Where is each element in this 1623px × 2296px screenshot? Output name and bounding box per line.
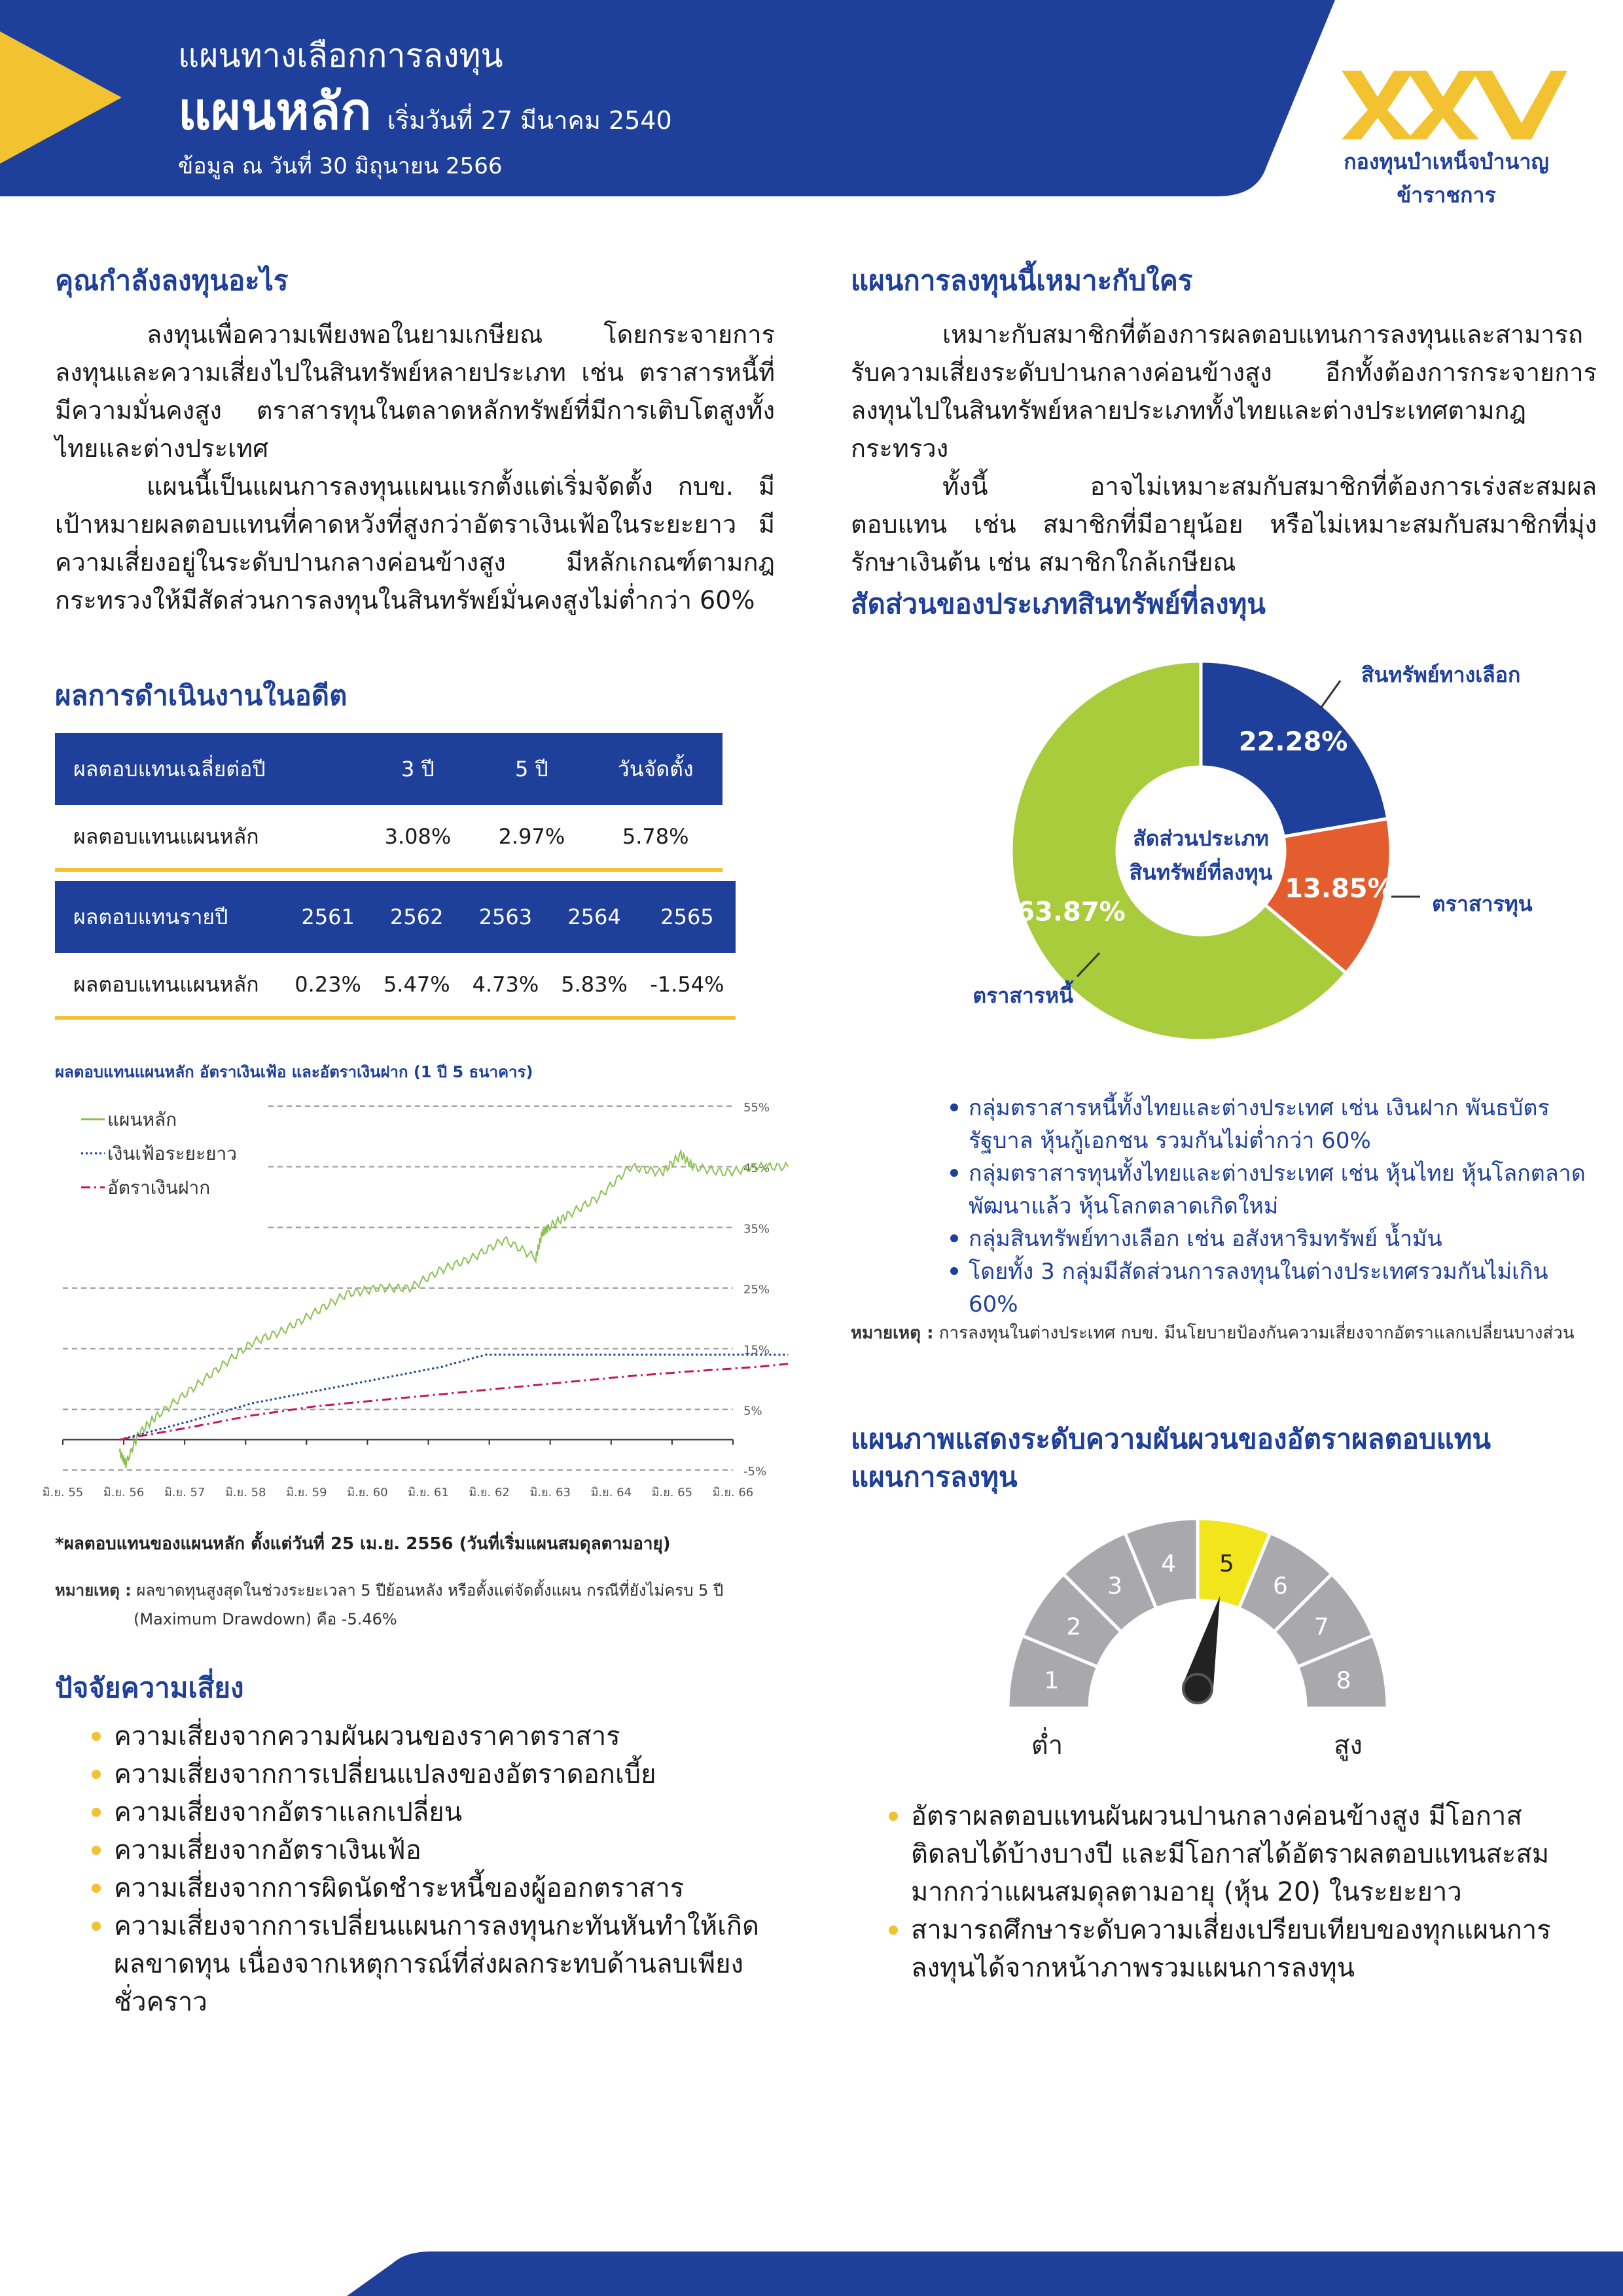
x-tick-label: มิ.ย. 64 (590, 1486, 632, 1499)
annual-row-label: ผลตอบแทนแผนหลัก (55, 953, 283, 1018)
drawdown-note (55, 1576, 775, 1634)
y-tick-label: 25% (743, 1283, 770, 1297)
annual-row-2563: 4.73% (461, 953, 550, 1018)
risk-item-6: ความเสี่ยงจากการเปลี่ยนแผนการลงทุนกะทันหันทำให้เกิดผลขาดทุน เนื่องจากเหตุการณ์ที่ส่งผลกระทบด้านลบเพียงชั่วคราว (88, 1907, 781, 2021)
fund-logo (1342, 71, 1567, 139)
plan-title (178, 82, 672, 150)
suitable-para-2: ทั้งนี้ อาจไม่เหมาะสมกับสมาชิกที่ต้องการเร่งสะสมผลตอบแทน เช่น สมาชิกที่มีอายุน้อย หรือไม่เหมาะสมกับสมาชิกที่มุ่งรักษาเงินต้น เช่น สมาชิกใกล้เกษียณ (851, 472, 1597, 577)
volatility-title (851, 1420, 1491, 1496)
donut-value-label-1: 22.28% (1238, 726, 1348, 757)
x-tick-label: มิ.ย. 55 (42, 1486, 84, 1499)
donut-value-label-3: 63.87% (1016, 897, 1126, 927)
annual-row-2564: 5.83% (550, 953, 639, 1018)
volatility-title-line2: แผนการลงทุน (851, 1461, 1018, 1493)
volatility-item-1: อัตราผลตอบแทนผันผวนปานกลางค่อนข้างสูง มีโอกาสติดลบได้บ้างบางปี และมีโอกาสได้อัตราผลตอบแทนสะสมมากกว่าแผนสมดุลตามอายุ (หุ้น 20) ในระยะยาว (887, 1797, 1581, 1911)
allocation-item-1: กลุ่มตราสารหนี้ทั้งไทยและต่างประเทศ เช่น เงินฝาก พันธบัตรรัฐบาล หุ้นกู้เอกชน รวมกันไม่ต่ำกว่า 60% (949, 1092, 1597, 1157)
risk-factors-list (88, 1717, 781, 2021)
risk-item-4: ความเสี่ยงจากอัตราเงินเฟ้อ (88, 1831, 781, 1869)
donut-leader-1 (1321, 681, 1340, 708)
gauge-level-label-2: 2 (1066, 1613, 1082, 1641)
risk-item-1: ความเสี่ยงจากความผันผวนของราคาตราสาร (88, 1717, 781, 1755)
annual-header-2562: 2562 (372, 881, 461, 953)
drawdown-note-line1: ผลขาดทุนสูงสุดในช่วงระยะเวลา 5 ปีย้อนหลัง หรือตั้งแต่จัดตั้งแผน กรณีที่ยังไม่ครบ 5 ปี (136, 1581, 724, 1600)
y-tick-label: 5% (743, 1404, 762, 1418)
allocation-item-3: กลุ่มสินทรัพย์ทางเลือก เช่น อสังหาริมทรัพย์ น้ำมัน (949, 1223, 1597, 1255)
avg-header-inception: วันจัดตั้ง (588, 733, 722, 805)
chart-footnote: *ผลตอบแทนของแผนหลัก ตั้งแต่วันที่ 25 เม.ย. 2556 (วันที่เริ่มแผนสมดุลตามอายุ) (55, 1534, 671, 1554)
gauge-needle-hub (1183, 1674, 1212, 1703)
annual-header-2563: 2563 (461, 881, 550, 953)
donut-center-label-1: สัดส่วนประเภท (1133, 826, 1269, 851)
donut-center-label-2: สินทรัพย์ที่ลงทุน (1129, 860, 1273, 885)
x-tick-label: มิ.ย. 57 (164, 1486, 205, 1499)
series-line-1 (120, 1151, 788, 1469)
allocation-item-2: กลุ่มตราสารทุนทั้งไทยและต่างประเทศ เช่น หุ้นไทย หุ้นโลกตลาดพัฒนาแล้ว หุ้นโลกตลาดเกิดใหม่ (949, 1157, 1597, 1223)
allocation-item-4: โดยทั้ง 3 กลุ่มมีสัดส่วนการลงทุนในต่างประเทศรวมกันไม่เกิน 60% (949, 1255, 1597, 1321)
avg-header-label: ผลตอบแทนเฉลี่ยต่อปี (55, 733, 361, 805)
x-tick-label: มิ.ย. 65 (651, 1486, 693, 1499)
legend-label-3: อัตราเงินฝาก (107, 1177, 211, 1198)
y-tick-label: 55% (743, 1101, 770, 1115)
volatility-item-2: สามารถศึกษาระดับความเสี่ยงเปรียบเทียบของทุกแผนการลงทุนได้จากหน้าภาพรวมแผนการลงทุน (887, 1911, 1581, 1987)
avg-row-label: ผลตอบแทนแผนหลัก (55, 805, 361, 870)
avg-row-3y: 3.08% (361, 805, 474, 870)
gauge-level-label-4: 4 (1161, 1550, 1177, 1577)
annual-row-2565: -1.54% (639, 953, 736, 1018)
x-tick-label: มิ.ย. 60 (347, 1486, 388, 1499)
annual-return-table (55, 881, 736, 1020)
avg-return-row (55, 805, 722, 870)
gauge-level-label-7: 7 (1313, 1613, 1329, 1641)
series-line-2 (120, 1355, 788, 1440)
x-tick-label: มิ.ย. 62 (469, 1486, 510, 1499)
donut-category-label-2: ตราสารทุน (1432, 891, 1533, 916)
allocation-donut-chart (851, 641, 1597, 1060)
volatility-gauge (982, 1505, 1466, 1767)
annual-row-2561: 0.23% (283, 953, 372, 1018)
legend-label-2: เงินเฟ้อระยะยาว (107, 1143, 237, 1164)
footer-banner (0, 2251, 1623, 2296)
allocation-note-text: การลงทุนในต่างประเทศ กบข. มีนโยบายป้องกันความเสี่ยงจากอัตราแลกเปลี่ยนบางส่วน (938, 1323, 1575, 1343)
allocation-list (949, 1092, 1597, 1321)
avg-row-5y: 2.97% (474, 805, 588, 870)
gauge-level-label-8: 8 (1336, 1667, 1351, 1695)
avg-return-table (55, 733, 722, 872)
avg-return-header (55, 733, 722, 805)
x-tick-label: มิ.ย. 66 (712, 1486, 754, 1499)
y-tick-label: 35% (743, 1222, 770, 1236)
x-tick-label: มิ.ย. 63 (529, 1486, 571, 1499)
y-tick-label: 15% (743, 1343, 770, 1357)
avg-header-5y: 5 ปี (474, 733, 588, 805)
volatility-title-line1: แผนภาพแสดงระดับความผันผวนของอัตราผลตอบแทน (851, 1423, 1491, 1455)
what-invest-title: คุณกำลังลงทุนอะไร (55, 264, 289, 296)
drawdown-note-line2: (Maximum Drawdown) คือ -5.46% (134, 1610, 397, 1628)
plan-name: แผนหลัก (178, 82, 372, 141)
x-tick-label: มิ.ย. 58 (225, 1486, 266, 1499)
suitable-body (851, 315, 1597, 581)
annual-return-header (55, 881, 736, 953)
annual-return-row (55, 953, 736, 1018)
y-tick-label: 45% (743, 1161, 770, 1175)
allocation-note (851, 1319, 1597, 1346)
past-performance-title: ผลการดำเนินงานในอดีต (55, 679, 348, 711)
legend-label-1: แผนหลัก (107, 1109, 177, 1130)
avg-header-3y: 3 ปี (361, 733, 474, 805)
annual-header-2564: 2564 (550, 881, 639, 953)
y-tick-label: -5% (743, 1465, 767, 1479)
x-tick-label: มิ.ย. 56 (103, 1486, 145, 1499)
drawdown-note-label: หมายเหตุ : (55, 1581, 132, 1600)
donut-category-label-1: สินทรัพย์ทางเลือก (1361, 662, 1521, 687)
what-invest-body (55, 315, 775, 619)
line-chart-title: ผลตอบแทนแผนหลัก อัตราเงินเฟ้อ และอัตราเงินฝาก (1 ปี 5 ธนาคาร) (55, 1063, 533, 1081)
suitable-title: แผนการลงทุนนี้เหมาะกับใคร (851, 264, 1193, 296)
what-invest-para-2: แผนนี้เป็นแผนการลงทุนแผนแรกตั้งแต่เริ่มจัดตั้ง กบข. มีเป้าหมายผลตอบแทนที่คาดหวังที่สูงกว่าอัตราเงินเฟ้อในระยะยาว มีความเสี่ยงอยู่ในระดับปานกลางค่อนข้างสูง มีหลักเกณฑ์ตามกฎกระทรวงให้มีสัดส่วนการลงทุนในสินทรัพย์มั่นคงสูงไม่ต่ำกว่า 60% (55, 472, 775, 615)
gauge-low-label: ต่ำ (1031, 1731, 1063, 1761)
volatility-list (887, 1797, 1581, 1987)
gauge-level-label-6: 6 (1272, 1572, 1288, 1600)
fund-name: กองทุนบำเหน็จบำนาญข้าราชการ (1344, 149, 1549, 207)
annual-row-2562: 5.47% (372, 953, 461, 1018)
risk-factors-title: ปัจจัยความเสี่ยง (55, 1672, 244, 1704)
risk-item-3: ความเสี่ยงจากอัตราแลกเปลี่ยน (88, 1793, 781, 1831)
x-tick-label: มิ.ย. 61 (408, 1486, 449, 1499)
suitable-para-1: เหมาะกับสมาชิกที่ต้องการผลตอบแทนการลงทุนและสามารถรับความเสี่ยงระดับปานกลางค่อนข้างสูง อีกทั้งต้องการกระจายการลงทุนไปในสินทรัพย์หลายประเภททั้งไทยและต่างประเทศตามกฎกระทรวง (851, 320, 1597, 463)
donut-value-label-2: 13.85% (1285, 874, 1394, 905)
gauge-high-label: สูง (1334, 1731, 1363, 1761)
avg-row-inception: 5.78% (588, 805, 722, 870)
gauge-level-label-5: 5 (1219, 1550, 1234, 1577)
annual-header-label: ผลตอบแทนรายปี (55, 881, 283, 953)
plan-category: แผนทางเลือกการลงทุน (178, 37, 503, 75)
x-tick-label: มิ.ย. 59 (286, 1486, 327, 1499)
allocation-note-label: หมายเหตุ : (851, 1323, 934, 1343)
data-as-of: ข้อมูล ณ วันที่ 30 มิถุนายน 2566 (178, 153, 503, 179)
plan-start-date: เริ่มวันที่ 27 มีนาคม 2540 (387, 106, 672, 135)
risk-item-2: ความเสี่ยงจากการเปลี่ยนแปลงของอัตราดอกเบี้ย (88, 1755, 781, 1793)
what-invest-para-1: ลงทุนเพื่อความเพียงพอในยามเกษียณ โดยกระจายการลงทุนและความเสี่ยงไปในสินทรัพย์หลายประเภท เช่น ตราสารหนี้ที่มีความมั่นคงสูง ตราสารทุนในตลาดหลักทรัพย์ที่มีการเติบโตสูงทั้งไทยและต่างประเทศ (55, 320, 775, 463)
annual-header-2561: 2561 (283, 881, 372, 953)
gauge-level-label-3: 3 (1107, 1572, 1123, 1600)
series-line-3 (120, 1364, 788, 1440)
allocation-title: สัดส่วนของประเภทสินทรัพย์ที่ลงทุน (851, 588, 1266, 620)
gauge-level-label-1: 1 (1044, 1667, 1060, 1695)
annual-header-2565: 2565 (639, 881, 736, 953)
performance-line-chart (39, 1086, 798, 1505)
risk-item-5: ความเสี่ยงจากการผิดนัดชำระหนี้ของผู้ออกตราสาร (88, 1869, 781, 1907)
donut-category-label-3: ตราสารหนี้ (972, 983, 1073, 1008)
